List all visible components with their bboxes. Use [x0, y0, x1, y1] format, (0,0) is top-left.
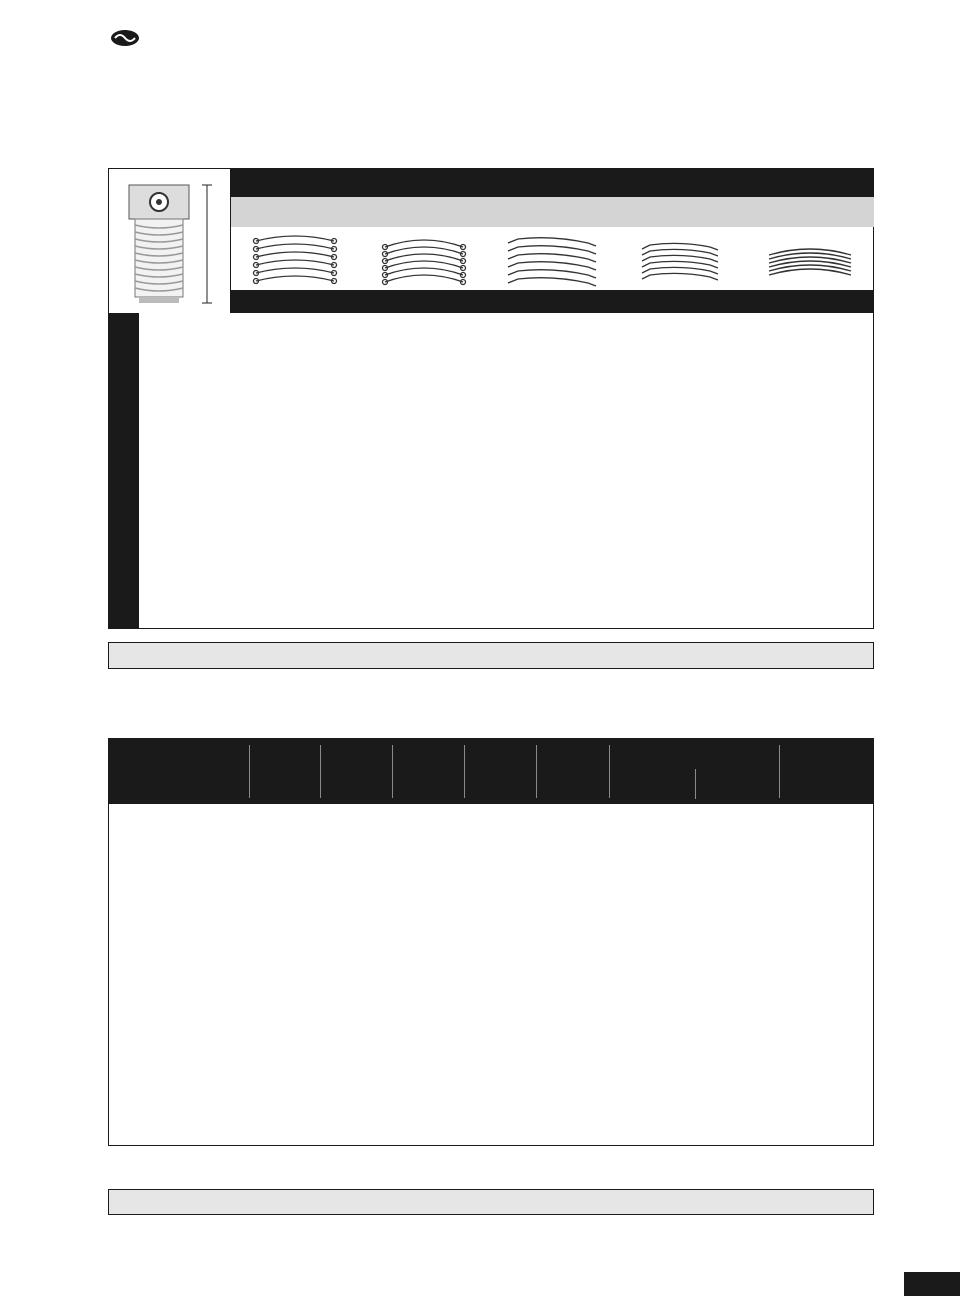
z70-slat-stack-icon [617, 227, 746, 295]
side-label [109, 313, 139, 629]
blind-cross-section-diagram [109, 169, 231, 313]
header-max-area [536, 739, 609, 804]
type-header [745, 197, 874, 227]
header-joined-area [779, 739, 873, 804]
type-header [488, 197, 617, 227]
c80-slat-stack-icon [231, 227, 360, 295]
climax-logo [108, 22, 142, 52]
type-header [231, 197, 360, 227]
type-header [617, 197, 746, 227]
header-type [109, 739, 249, 804]
limits-table-header [109, 739, 873, 804]
header-max-height [464, 739, 536, 804]
header-control [250, 739, 320, 804]
height-table-heading [231, 169, 874, 197]
page-marker [904, 1272, 960, 1296]
footnote [108, 1156, 113, 1182]
note-control-side [108, 1189, 874, 1215]
type-header-row [231, 197, 874, 227]
header-min-width [320, 739, 392, 804]
f80-slat-stack-icon [745, 227, 874, 295]
z90-slat-stack-icon [488, 227, 617, 295]
header-joined-width [609, 739, 779, 763]
header-middle-control [695, 763, 779, 804]
c80cc-slat-stack-icon [360, 227, 489, 295]
type-header [360, 197, 489, 227]
limits-table [108, 738, 874, 1146]
section-sidebar [904, 0, 960, 1296]
header-max-width [392, 739, 464, 804]
header-edge-control [609, 763, 695, 804]
control-header-row [231, 290, 874, 313]
note-height [108, 642, 874, 669]
logo-cloud-icon [110, 26, 140, 48]
slat-profile-row [231, 227, 874, 295]
height-table [108, 168, 874, 629]
